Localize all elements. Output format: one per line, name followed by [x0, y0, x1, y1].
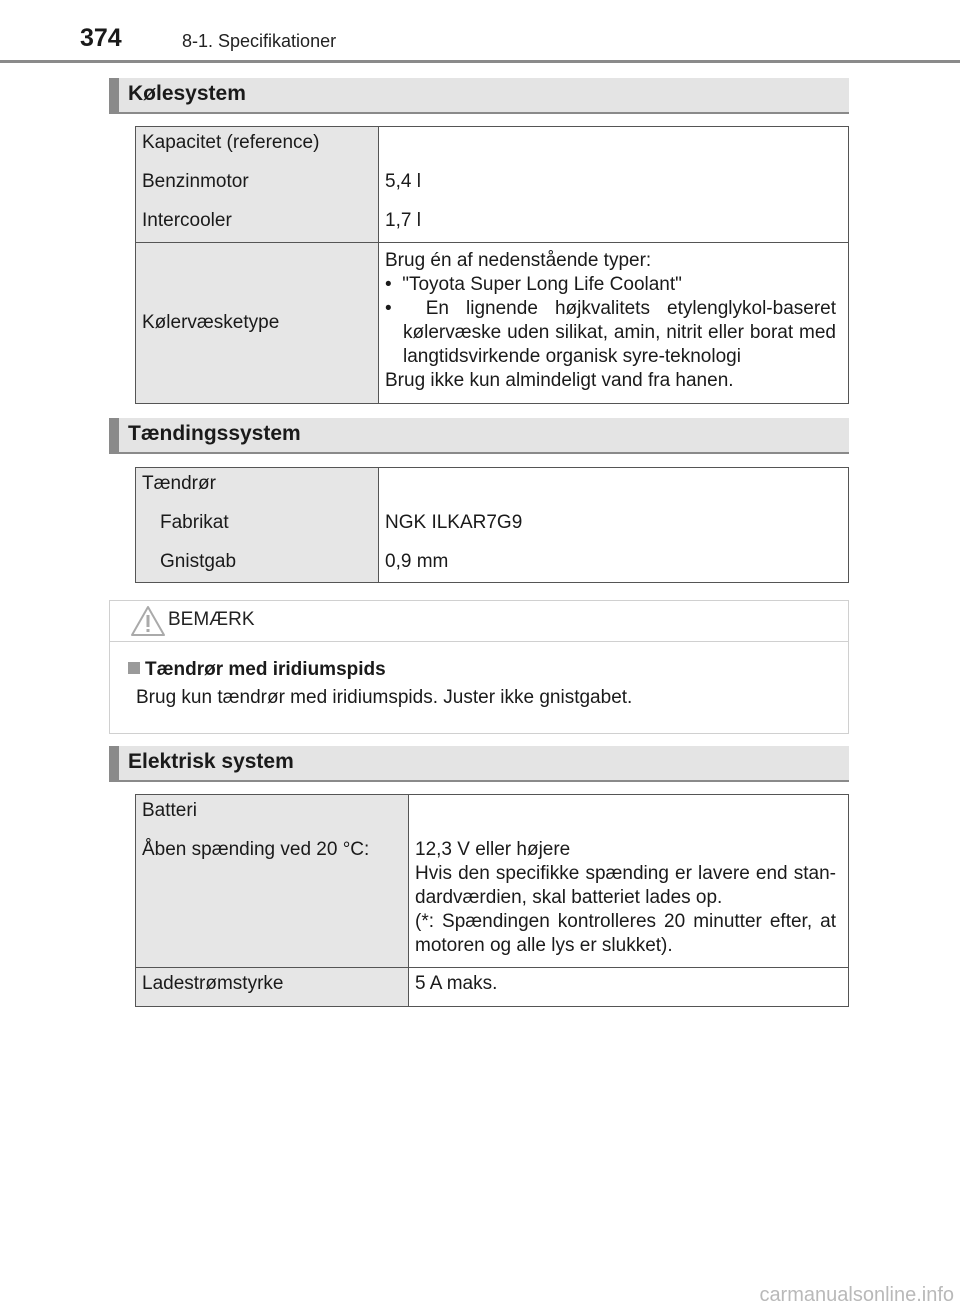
voltage-detail: Hvis den specifikke spænding er lavere end stan-dardværdien, skal batteriet lades op.: [415, 863, 836, 908]
notice-body: Brug kun tændrør med iridiumspids. Juster ikke gnistgabet.: [136, 687, 633, 708]
coolant-note: Brug ikke kun almindeligt vand fra hanen.: [385, 370, 734, 391]
battery-label: Batteri: [142, 800, 197, 821]
coolant-bullet: • En lignende højkvalitets etylenglykol-baseret kølervæske uden silikat, amin, nitrit eller borat med langtidsvirkende organisk syre-teknologi: [385, 298, 836, 367]
make-label: Fabrikat: [160, 512, 229, 533]
watermark: carmanualsonline.info: [759, 1284, 954, 1306]
warning-triangle-icon: [130, 605, 166, 637]
notice-label: BEMÆRK: [168, 609, 255, 630]
charging-current-label: Ladestrømstyrke: [136, 968, 409, 1007]
table-row: [136, 127, 849, 243]
page-number: 374: [80, 24, 122, 52]
gap-value: 0,9 mm: [385, 551, 449, 572]
notice-heading: [128, 659, 386, 681]
table-value-cell: [379, 127, 849, 243]
intercooler-label: Intercooler: [142, 210, 232, 231]
square-bullet-icon: [128, 662, 140, 674]
section-bar: [109, 78, 119, 112]
table-label-cell: [136, 795, 409, 968]
section-bar: [109, 746, 119, 780]
spark-plug-label: Tændrør: [142, 473, 216, 494]
notice-header: [110, 601, 848, 642]
table-row: [136, 968, 849, 1007]
section-heading-cooling: [109, 78, 849, 114]
section-heading-ignition: [109, 418, 849, 454]
header-rule: [0, 60, 960, 63]
gasoline-engine-value: 5,4 l: [385, 171, 421, 192]
table-value-cell: [409, 795, 849, 968]
capacity-label: Kapacitet (reference): [142, 132, 320, 153]
section-heading-electrical: [109, 746, 849, 782]
table-row: [136, 243, 849, 404]
section-bar: [109, 418, 119, 452]
table-value-cell: [379, 468, 849, 583]
table-label-cell: [136, 127, 379, 243]
charging-current-value: 5 A maks.: [409, 968, 849, 1007]
page-header: [80, 24, 960, 64]
notice-heading-text: Tændrør med iridiumspids: [145, 659, 386, 680]
table-label-cell: [136, 468, 379, 583]
gasoline-engine-label: Benzinmotor: [142, 171, 249, 192]
coolant-intro: Brug én af nedenstående typer:: [385, 250, 652, 271]
gap-label: Gnistgab: [160, 551, 237, 572]
section-title: Kølesystem: [128, 82, 246, 105]
table-value-cell: [379, 243, 849, 404]
table-row: [136, 795, 849, 968]
section-title: Tændingssystem: [128, 422, 301, 445]
section-title: Elektrisk system: [128, 750, 294, 773]
voltage-note: (*: Spændingen kontrolleres 20 minutter efter, at motoren og alle lys er slukket).: [415, 911, 836, 956]
cooling-table: [135, 126, 849, 404]
ignition-table: [135, 467, 849, 583]
notice-box: [109, 600, 849, 734]
coolant-type-label: Kølervæsketype: [136, 243, 379, 404]
chapter-title: 8-1. Specifikationer: [182, 31, 337, 51]
make-value: NGK ILKAR7G9: [385, 512, 523, 533]
table-row: [136, 468, 849, 583]
open-voltage-label: Åben spænding ved 20 °C:: [142, 839, 370, 860]
open-voltage-value: 12,3 V eller højere: [415, 839, 571, 860]
coolant-bullet: • "Toyota Super Long Life Coolant": [385, 274, 682, 295]
intercooler-value: 1,7 l: [385, 210, 421, 231]
electrical-table: [135, 794, 849, 1007]
